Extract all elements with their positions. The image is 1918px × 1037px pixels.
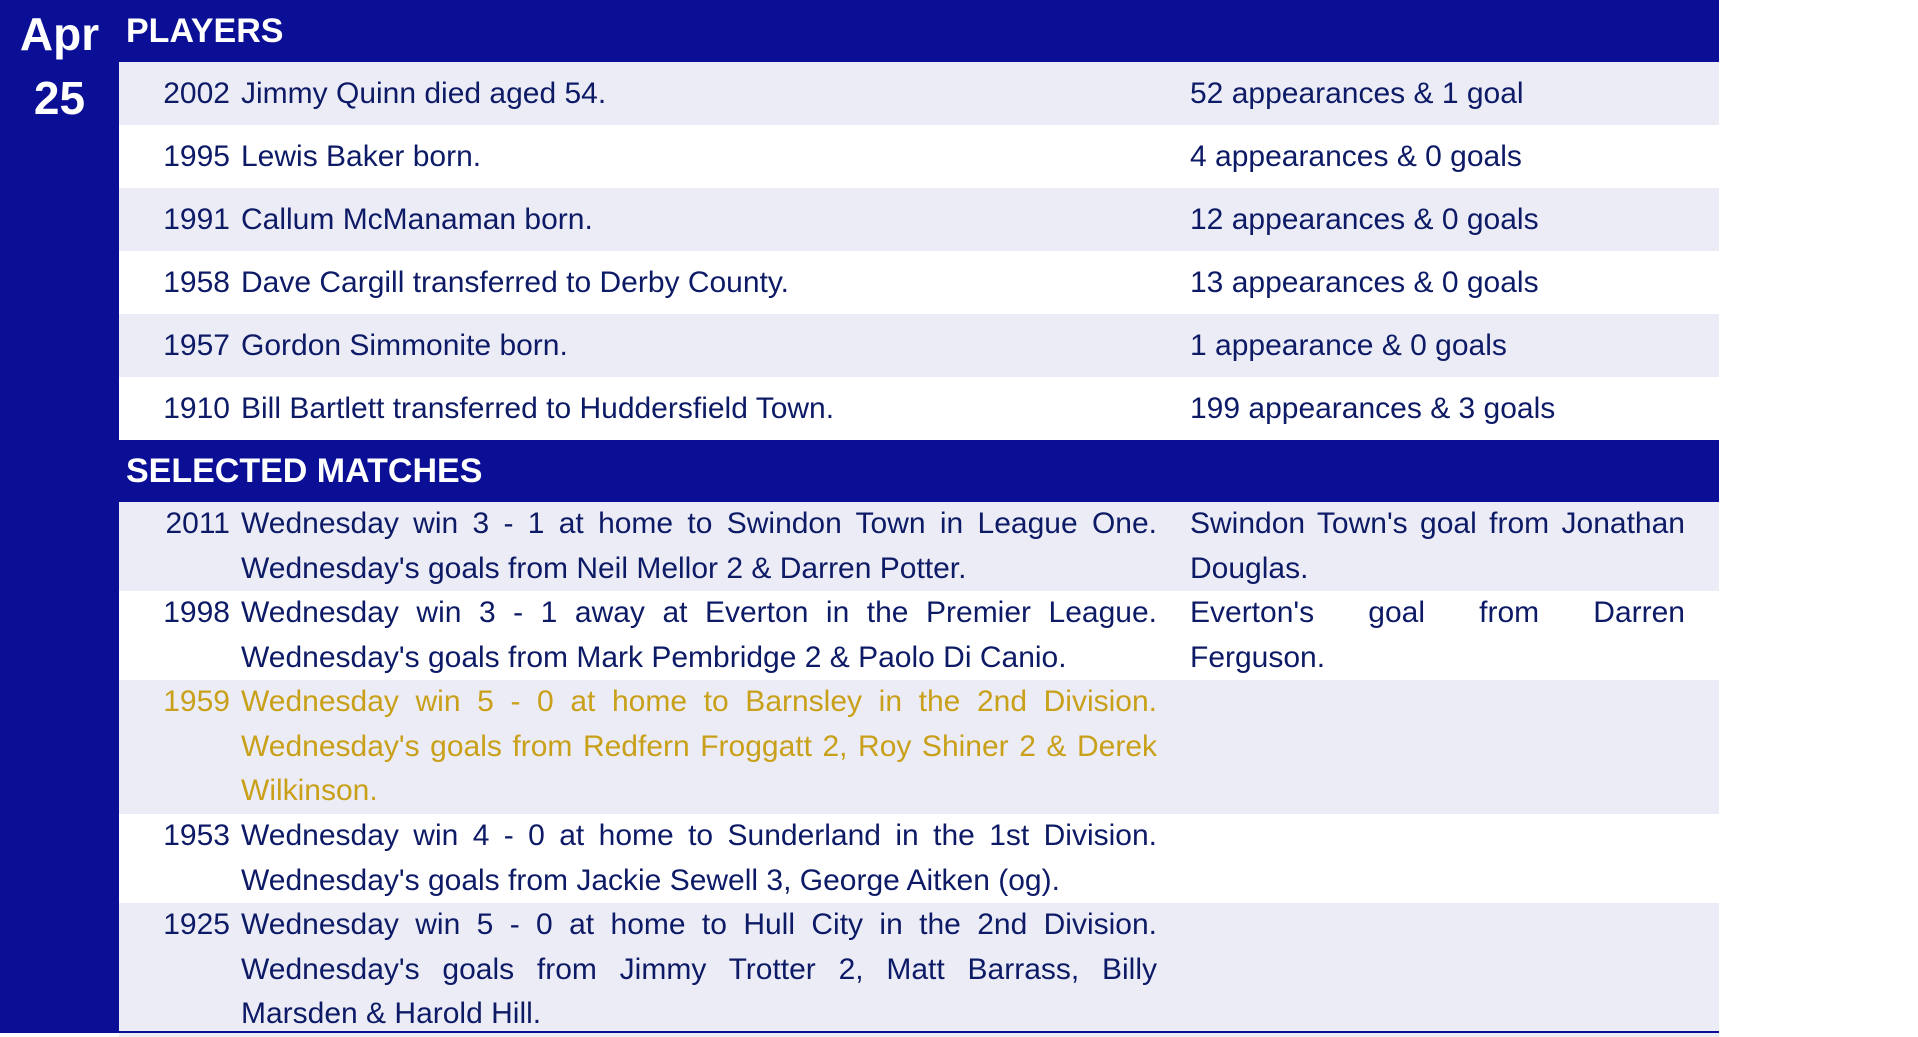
player-event: Callum McManaman born. [241, 202, 593, 236]
match-row [119, 591, 1719, 680]
player-year: 1995 [163, 139, 230, 173]
player-event: Gordon Simmonite born. [241, 328, 568, 362]
player-stats: 1 appearance & 0 goals [1190, 328, 1507, 362]
match-row [119, 814, 1719, 903]
player-stats: 4 appearances & 0 goals [1190, 139, 1522, 173]
player-event: Jimmy Quinn died aged 54. [241, 76, 607, 110]
matches-header: SELECTED MATCHES [119, 440, 1719, 502]
match-year: 1953 [163, 819, 230, 852]
player-event: Lewis Baker born. [241, 139, 482, 173]
player-row [119, 251, 1719, 314]
player-row [119, 377, 1719, 440]
player-year: 1991 [163, 202, 230, 236]
player-event: Dave Cargill transferred to Derby County. [241, 265, 789, 299]
match-description: Wednesday win 3 - 1 away at Everton in the Premier League. Wednesday's goals from Mark Pembridge 2 & Paolo Di Canio. [241, 596, 1157, 674]
match-year: 1959 [163, 685, 230, 718]
match-year: 1925 [163, 908, 230, 941]
player-year: 1958 [163, 265, 230, 299]
match-row [119, 502, 1719, 591]
player-year: 1910 [163, 391, 230, 425]
match-row [119, 903, 1719, 1037]
player-stats: 52 appearances & 1 goal [1190, 76, 1524, 110]
player-year: 2002 [163, 76, 230, 110]
match-year: 2011 [165, 507, 230, 540]
date-month: Apr [19, 8, 100, 60]
match-description: Wednesday win 5 - 0 at home to Barnsley in the 2nd Division. Wednesday's goals from Redfern Froggatt 2, Roy Shiner 2 & Derek Wilkinson. [241, 685, 1157, 807]
player-stats: 199 appearances & 3 goals [1190, 391, 1556, 425]
match-description: Wednesday win 5 - 0 at home to Hull City in the 2nd Division. Wednesday's goals from Jimmy Trotter 2, Matt Barrass, Billy Marsden & Harold Hill. [241, 908, 1157, 1030]
player-year: 1957 [163, 328, 230, 362]
date-column [0, 0, 119, 1033]
match-description: Wednesday win 3 - 1 at home to Swindon Town in League One. Wednesday's goals from Neil Mellor 2 & Darren Potter. [241, 507, 1157, 585]
player-stats: 13 appearances & 0 goals [1190, 265, 1539, 299]
match-row-highlighted [119, 680, 1719, 814]
date-day: 25 [33, 72, 86, 124]
match-year: 1998 [163, 596, 230, 629]
player-stats: 12 appearances & 0 goals [1190, 202, 1539, 236]
player-row [119, 62, 1719, 125]
players-header: PLAYERS [119, 0, 1719, 62]
match-description: Wednesday win 4 - 0 at home to Sunderland in the 1st Division. Wednesday's goals from Jackie Sewell 3, George Aitken (og). [241, 819, 1157, 897]
match-opponent-goals: Swindon Town's goal from Jonathan Douglas. [1190, 507, 1685, 585]
player-row [119, 314, 1719, 377]
player-row [119, 125, 1719, 188]
player-event: Bill Bartlett transferred to Huddersfield Town. [241, 391, 835, 425]
main-content [119, 0, 1719, 1033]
player-row [119, 188, 1719, 251]
match-opponent-goals: Everton's goal from Darren Ferguson. [1190, 596, 1685, 674]
